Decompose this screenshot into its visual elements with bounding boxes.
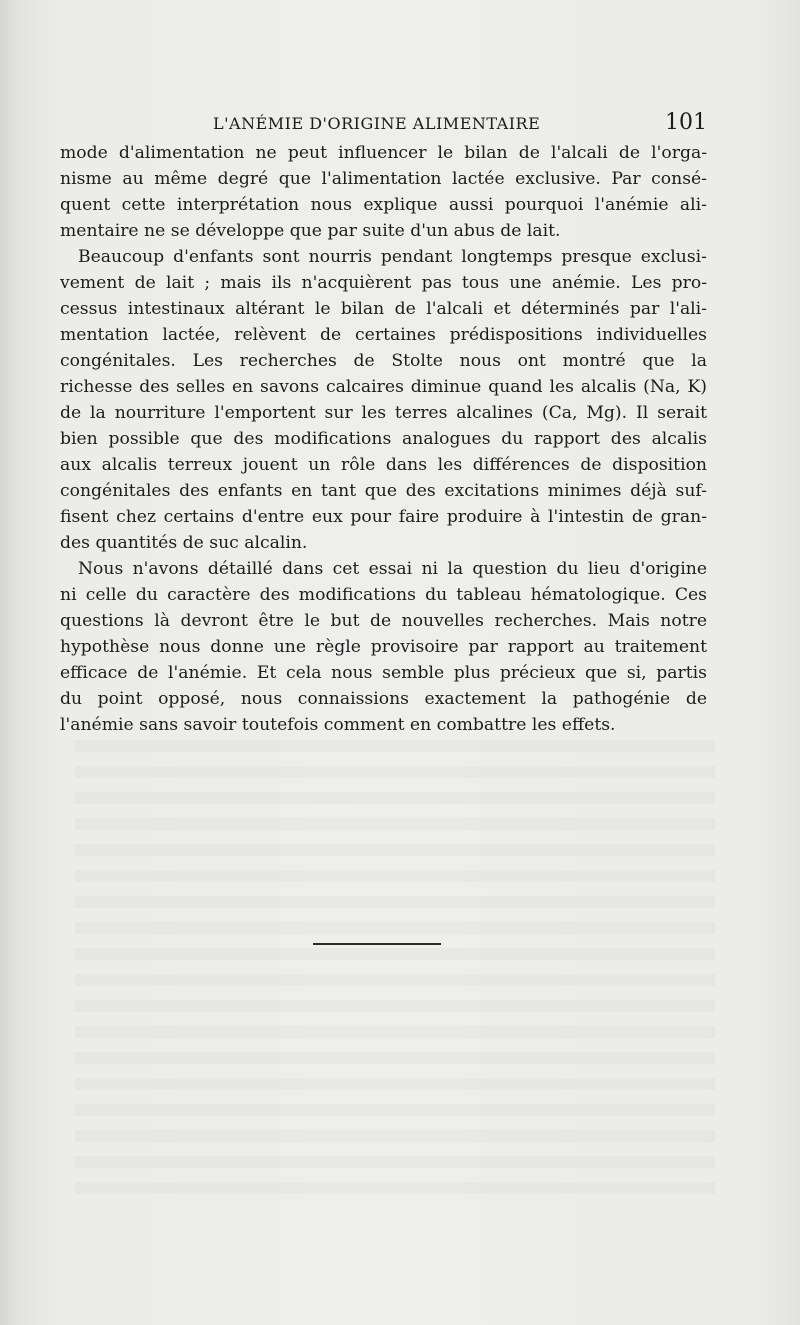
- show-through-texture: [75, 740, 715, 1200]
- text-line: mentation lactée, relèvent de certaines prédispositions individuelles: [60, 325, 707, 345]
- text-line: du point opposé, nous connaissions exactement la pathogénie de: [60, 689, 707, 709]
- page-header: [60, 110, 707, 142]
- section-end-rule: [313, 943, 441, 945]
- text-line: richesse des selles en savons calcaires diminue quand les alcalis (Na, K): [60, 377, 707, 397]
- text-line: Beaucoup d'enfants sont nourris pendant longtemps presque exclusi-: [78, 247, 707, 267]
- text-line: bien possible que des modifications analogues du rapport des alcalis: [60, 429, 707, 449]
- text-line: congénitales. Les recherches de Stolte nous ont montré que la: [60, 351, 707, 371]
- text-line: cessus intestinaux altérant le bilan de l'alcali et déterminés par l'ali-: [60, 299, 707, 319]
- running-title: L'ANÉMIE D'ORIGINE ALIMENTAIRE: [213, 114, 541, 133]
- text-line: quent cette interprétation nous explique aussi pourquoi l'anémie ali-: [60, 195, 707, 215]
- text-line: Nous n'avons détaillé dans cet essai ni la question du lieu d'origine: [78, 559, 707, 579]
- text-line: nisme au même degré que l'alimentation lactée exclusive. Par consé-: [60, 169, 707, 189]
- text-line: hypothèse nous donne une règle provisoire par rapport au traitement: [60, 637, 707, 657]
- text-line: aux alcalis terreux jouent un rôle dans les différences de disposition: [60, 455, 707, 475]
- text-line: congénitales des enfants en tant que des excitations minimes déjà suf-: [60, 481, 707, 501]
- body-text: [60, 140, 707, 738]
- text-line: mentaire ne se développe que par suite d'un abus de lait.: [60, 221, 561, 241]
- text-line: questions là devront être le but de nouvelles recherches. Mais notre: [60, 611, 707, 631]
- text-line: efficace de l'anémie. Et cela nous semble plus précieux que si, partis: [60, 663, 707, 683]
- text-line: l'anémie sans savoir toutefois comment en combattre les effets.: [60, 715, 616, 735]
- text-line: des quantités de suc alcalin.: [60, 533, 308, 553]
- text-line: fisent chez certains d'entre eux pour faire produire à l'intestin de gran-: [60, 507, 707, 527]
- page-number: 101: [665, 110, 707, 135]
- text-line: ni celle du caractère des modifications du tableau hématologique. Ces: [60, 585, 707, 605]
- text-line: vement de lait ; mais ils n'acquièrent pas tous une anémie. Les pro-: [60, 273, 707, 293]
- text-line: mode d'alimentation ne peut influencer le bilan de l'alcali de l'orga-: [60, 143, 707, 163]
- text-line: de la nourriture l'emportent sur les terres alcalines (Ca, Mg). Il serait: [60, 403, 707, 423]
